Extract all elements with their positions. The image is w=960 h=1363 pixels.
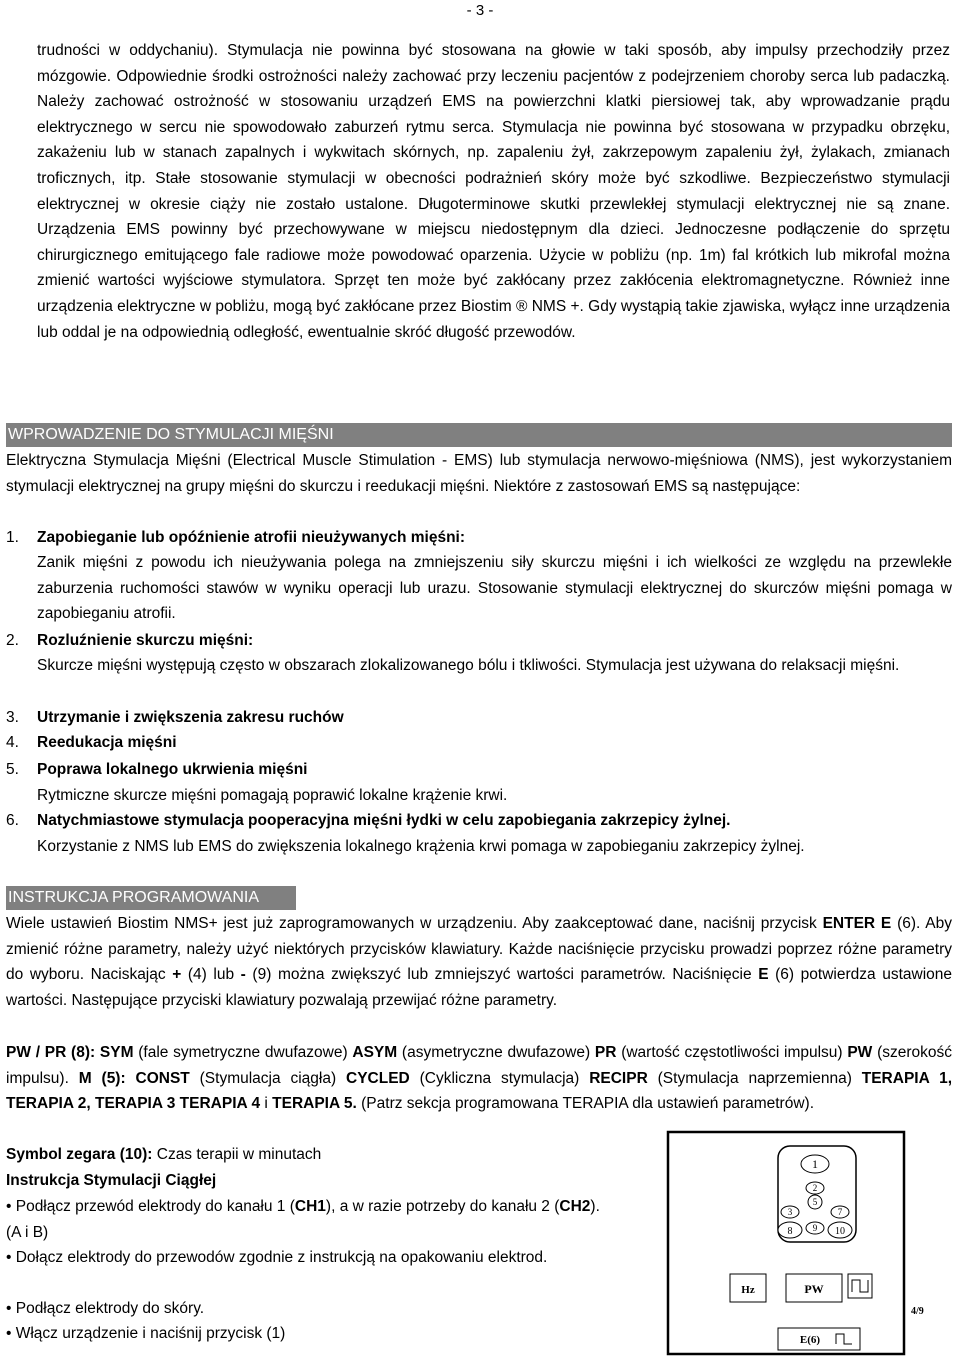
button-2-label: 2 xyxy=(812,1183,818,1193)
section-heading-stimulation: WPROWADZENIE DO STYMULACJI MIĘŚNI xyxy=(6,423,952,447)
text-run: (fale symetryczne dwufazowe) xyxy=(133,1044,353,1061)
continuation-paragraph: trudności w oddychaniu). Stymulacja nie powinna być stosowana na głowie w taki sposób, aby impulsy przechodziły przez mózgowie. Odpowiednie środki ostrożności należy zachować przy leczeniu pacjentów z podejrzeniem choroby serca lub padaczką. Należy zachować ostrożność w stosowaniu urządzeń EMS na powierzchni klatki piersiowej tak, aby wprowadzanie prądu elektrycznego w sercu nie spowodowało zaburzeń rytmu serca. Stymulacja nie powinna być stosowana w przypadku obrzęku, zakażeniu lub w stanach zapalnych i wykwitach skórnych, np. zapaleniu żył, zakrzepowym zapaleniu żył, żylakach, zmianach troficznych, itp. Stałe stosowanie stymulacji w obecności podrażnień skóry może być szkodliwe. Bezpieczeństwo stymulacji elektrycznej w okresie ciąży nie zostało ustalone. Długoterminowe skutki przewlekłej stymulacji elektrycznej nie są znane. Urządzenia EMS powinny być przechowywane w miejscu niedostępnym dla dzieci. Jednoczesne podłączenie do sprzętu chirurgicznego emitującego fale radiowe może powodować oparzenia. Użycie w pobliżu (np. 1m) fal krótkich lub mikrofal można zmienić wartości wyjściowe stymulatora. Sprzęt ten może być zakłócany przez zakłócenia elektromagnetyczne. Również inne urządzenia elektryczne w pobliżu, mogą być zakłócane przez Biostim ® NMS +. Gdy wystąpią takie zjawiska, wyłącz inne urządzenia lub oddal je na odpowiednią odległość, ewentualnie skróć długość przewodów. xyxy=(37,42,950,341)
button-3-label: 3 xyxy=(787,1207,793,1217)
pw-key-label: PW xyxy=(804,1282,824,1296)
item-number: 5. xyxy=(6,761,19,778)
text-run: (4) lub xyxy=(181,966,241,984)
text-run: + xyxy=(172,966,182,984)
instruction-bullet: • Podłącz elektrody do skóry. xyxy=(6,1300,205,1317)
text-run: (6). Aby zmienić różne parametry, należy użyć niektórych przycisków klawiatury. Każde naciśnięcie przycisku prowadzi poprzez różne parametry do wyboru. Naciskając xyxy=(6,915,952,984)
text-run: PR xyxy=(594,1044,617,1061)
text-run: PW / PR (8): SYM xyxy=(6,1044,134,1061)
text-run: RECIPR xyxy=(589,1069,648,1087)
text-run: (Stymulacja ciągła) xyxy=(189,1069,346,1087)
text-run: TERAPIA 5. xyxy=(272,1095,357,1113)
item-description: Korzystanie z NMS lub EMS do zwiększenia lokalnego krążenia krwi pomaga w zapobieganiu zakrzepicy żylnej. xyxy=(37,838,805,855)
text-run: E xyxy=(758,966,769,984)
clock-symbol-line xyxy=(6,1142,321,1168)
instruction-bullet: • Dołącz elektrody do przewodów zgodnie z instrukcją na opakowaniu elektrod. xyxy=(6,1249,548,1266)
text-run: • Podłącz przewód elektrody do kanału 1 ( xyxy=(6,1198,295,1215)
item-title: Utrzymanie i zwiększenia zakresu ruchów xyxy=(37,709,344,726)
page-number: - 3 - xyxy=(466,2,494,19)
button-5-label: 5 xyxy=(812,1197,818,1207)
text-run: PW xyxy=(847,1044,873,1061)
enter-key-label: E(6) xyxy=(799,1334,821,1346)
button-9-label: 9 xyxy=(812,1223,818,1233)
side-label: 4/9 xyxy=(911,1306,924,1317)
text-run: (Cykliczna stymulacja) xyxy=(409,1069,590,1087)
hz-key-label: Hz xyxy=(741,1284,755,1296)
item-title: Poprawa lokalnego ukrwienia mięśni xyxy=(37,761,308,778)
button-8-label: 8 xyxy=(787,1226,793,1237)
device-keypad-diagram xyxy=(650,1128,946,1358)
text-run: CH2 xyxy=(559,1198,591,1215)
instruction-bullet: • Włącz urządzenie i naciśnij przycisk (1) xyxy=(6,1325,286,1342)
button-1-label: 1 xyxy=(812,1157,818,1171)
text-run: (szerokość impulsu). xyxy=(6,1044,952,1087)
button-7-label: 7 xyxy=(837,1207,843,1217)
item-title: Rozluźnienie skurczu mięśni: xyxy=(37,632,254,649)
item-title: Zapobieganie lub opóźnienie atrofii nieużywanych mięśni: xyxy=(37,529,466,546)
text-run: (6) potwierdza ustawione wartości. Następujące przyciski klawiatury pozwalają przewijać różne parametry. xyxy=(6,966,952,1009)
keypad-illustration xyxy=(650,1128,946,1358)
item-number: 4. xyxy=(6,734,19,751)
text-run: - xyxy=(240,966,246,984)
parameters-paragraph xyxy=(6,1040,952,1117)
item-number: 2. xyxy=(6,632,19,649)
text-run: (Stymulacja naprzemienna) xyxy=(647,1069,862,1087)
item-description: Skurcze mięśni występują często w obszarach zlokalizowanego bólu i tkliwości. Stymulacja jest używana do relaksacji mięśni. xyxy=(37,657,900,674)
text-run: ). (A i B) xyxy=(6,1198,600,1241)
item-description: Rytmiczne skurcze mięśni pomagają poprawić lokalne krążenie krwi. xyxy=(37,787,508,804)
item-number: 3. xyxy=(6,709,19,726)
text-run: CH1 xyxy=(294,1198,326,1215)
continuous-instruction-title: Instrukcja Stymulacji Ciągłej xyxy=(6,1172,217,1189)
text-run: M (5): CONST xyxy=(78,1069,190,1087)
text-run: ), a w razie potrzeby do kanału 2 ( xyxy=(325,1198,560,1215)
item-number: 6. xyxy=(6,812,19,829)
text-run: TERAPIA 1, TERAPIA 2, TERAPIA 3 TERAPIA 4 xyxy=(6,1069,953,1113)
clock-symbol-text: Czas terapii w minutach xyxy=(152,1146,322,1163)
text-run: CYCLED xyxy=(346,1069,410,1087)
item-title: Natychmiastowe stymulacja pooperacyjna mięśni łydki w celu zapobiegania zakrzepicy żylnej. xyxy=(37,812,731,829)
text-run: i xyxy=(260,1095,273,1113)
item-description: Zanik mięśni z powodu ich nieużywania polega na zmniejszeniu siły skurczu mięśni i ich wielkości ze względu na przewlekłe zaburzenia ruchomości stawów w wyniku operacji lub urazu. Stosowanie stymulacji elektrycznej do skurczów mięśni pomaga w zapobieganiu atrofii. xyxy=(37,554,952,623)
item-title: Reedukacja mięśni xyxy=(37,734,177,751)
section-heading-programming: INSTRUKCJA PROGRAMOWANIA xyxy=(6,886,296,910)
text-run: ASYM xyxy=(352,1044,398,1061)
item-number: 1. xyxy=(6,529,19,546)
intro-paragraph: Elektryczna Stymulacja Mięśni (Electrical Muscle Stimulation - EMS) lub stymulacja nerwowo-mięśniowa (NMS), jest wykorzystaniem stymulacji elektrycznej na grupy mięśni do skurczu i reedukacji mięśni. Niektóre z zastosowań EMS są następujące: xyxy=(6,452,952,495)
text-run: (Patrz sekcja programowana TERAPIA dla ustawień parametrów). xyxy=(356,1095,815,1113)
text-run: (wartość częstotliwości impulsu) xyxy=(616,1044,848,1061)
button-10-label: 10 xyxy=(835,1226,845,1237)
text-run: (9) można zwiększyć lub zmniejszyć wartości parametrów. Naciśnięcie xyxy=(245,966,759,984)
clock-symbol-label: Symbol zegara (10): xyxy=(6,1146,153,1163)
text-run: (asymetryczne dwufazowe) xyxy=(397,1044,595,1061)
instruction-bullet xyxy=(6,1194,616,1245)
programming-paragraph xyxy=(6,911,952,1013)
text-run: Wiele ustawień Biostim NMS+ jest już zaprogramowanych w urządzeniu. Aby zaakceptować dane, naciśnij przycisk xyxy=(6,915,823,932)
text-run: ENTER E xyxy=(822,915,892,932)
